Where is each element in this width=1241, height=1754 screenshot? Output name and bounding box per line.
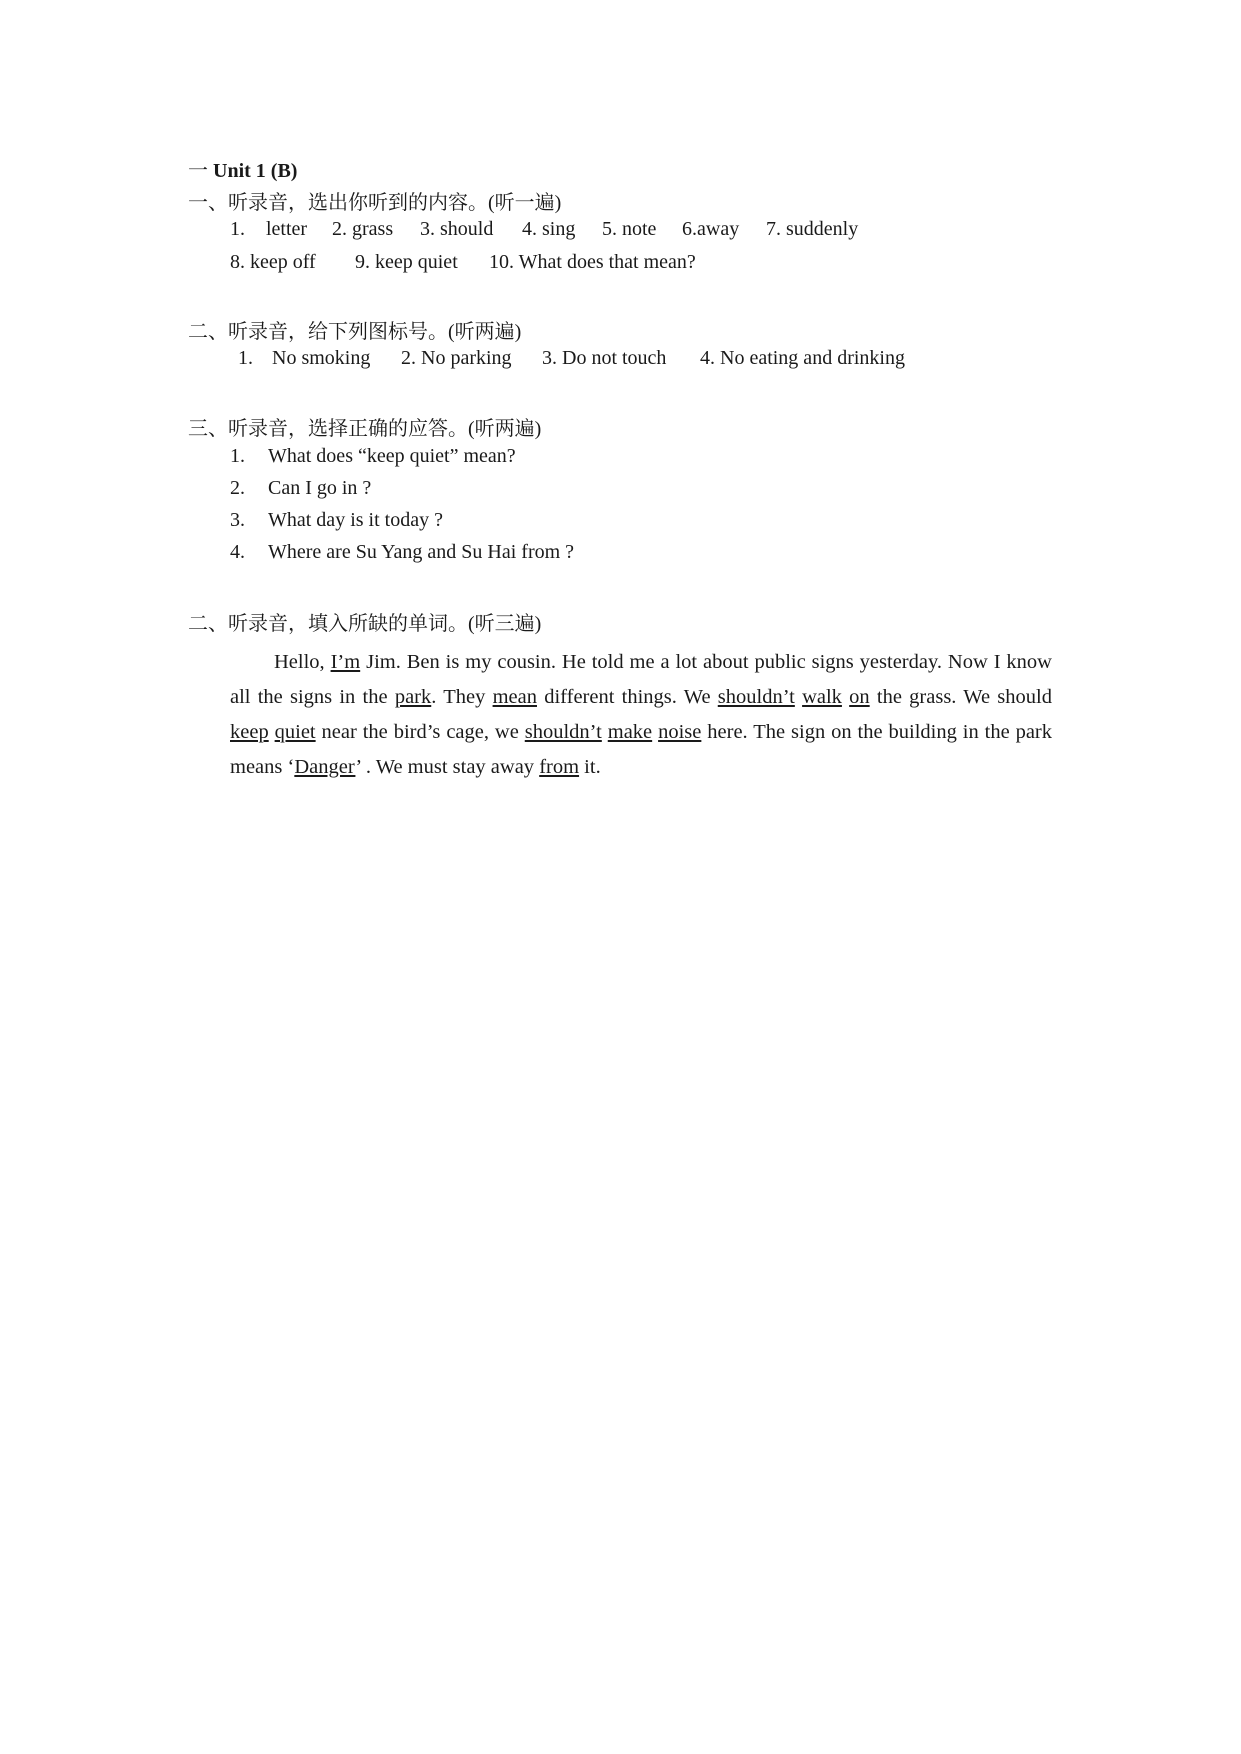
paragraph-segment: it. xyxy=(579,756,601,778)
section3-heading: 三、听录音，选择正确的应答。(听两遍) xyxy=(188,418,542,440)
answer-word: keep xyxy=(230,721,269,743)
s3-item-1-text: What does “keep quiet” mean? xyxy=(268,445,516,467)
s1-item-2: 2. grass xyxy=(332,218,394,240)
s1-item-10: 10. What does that mean? xyxy=(489,251,696,273)
section2-heading: 二、听录音，给下列图标号。(听两遍) xyxy=(188,321,522,343)
s1-item-7: 7. suddenly xyxy=(766,218,859,240)
s3-item-3 xyxy=(230,509,443,532)
answer-word: shouldn’t xyxy=(717,686,795,708)
paragraph-segment: the grass. We should xyxy=(869,686,1052,708)
paragraph-segment: near the bird’s cage, we xyxy=(315,721,525,743)
s2-item-1: No smoking xyxy=(272,347,371,369)
s2-item-3: 3. Do not touch xyxy=(542,347,667,369)
answer-word: Danger xyxy=(294,756,356,778)
section1-heading: 一、听录音，选出你听到的内容。(听一遍) xyxy=(188,192,562,214)
s3-item-2 xyxy=(230,477,371,500)
s1-item-1: letter xyxy=(266,218,308,240)
title-prefix: 一 xyxy=(188,160,208,182)
paragraph-segment xyxy=(795,686,802,708)
s3-item-2-num: 2. xyxy=(230,477,245,499)
unit-title xyxy=(188,154,297,183)
paragraph-segment: different things. We xyxy=(536,686,718,708)
paragraph-segment: here. The sign on the building in the park means ‘ xyxy=(230,721,1053,778)
paragraph-text xyxy=(230,651,1052,778)
s1-item-1-num: 1. xyxy=(230,218,245,240)
s3-item-4-num: 4. xyxy=(230,541,245,563)
paragraph-segment: . They xyxy=(431,686,493,708)
s3-item-4-text: Where are Su Yang and Su Hai from ? xyxy=(268,541,575,563)
s3-item-3-text: What day is it today ? xyxy=(268,509,443,531)
s1-item-6: 6.away xyxy=(682,218,740,240)
answer-word: noise xyxy=(658,721,702,743)
s1-item-3: 3. should xyxy=(420,218,494,240)
answer-word: park xyxy=(394,686,432,708)
paragraph-segment: Hello, xyxy=(274,651,331,673)
s3-item-2-text: Can I go in ? xyxy=(268,477,372,499)
s2-item-1-num: 1. xyxy=(238,347,253,369)
s3-item-3-num: 3. xyxy=(230,509,245,531)
answer-word: from xyxy=(539,756,580,778)
answer-word: quiet xyxy=(274,721,316,743)
s2-item-2: 2. No parking xyxy=(401,347,512,369)
answer-word: on xyxy=(849,686,870,708)
unit-label: Unit 1 (B) xyxy=(213,160,298,182)
s3-item-1-num: 1. xyxy=(230,445,245,467)
answer-word: walk xyxy=(802,686,842,708)
cloze-paragraph xyxy=(230,645,1052,785)
paragraph-segment: ’ . We must stay away xyxy=(355,756,540,778)
s2-item-4: 4. No eating and drinking xyxy=(700,347,905,369)
answer-word: mean xyxy=(492,686,537,708)
s1-item-5: 5. note xyxy=(602,218,657,240)
answer-word: I’m xyxy=(330,651,361,673)
s3-item-1 xyxy=(230,445,516,468)
s3-item-4 xyxy=(230,541,574,564)
paragraph-segment: Jim. Ben is my cousin. He told me a lot about public signs yesterday. Now I know all the signs in the xyxy=(230,651,1052,708)
answer-word: make xyxy=(607,721,653,743)
s1-item-9: 9. keep quiet xyxy=(355,251,458,273)
s1-item-4: 4. sing xyxy=(522,218,576,240)
s1-item-8: 8. keep off xyxy=(230,251,316,273)
answer-word: shouldn’t xyxy=(524,721,602,743)
section4-heading: 二、听录音，填入所缺的单词。(听三遍) xyxy=(188,613,542,635)
